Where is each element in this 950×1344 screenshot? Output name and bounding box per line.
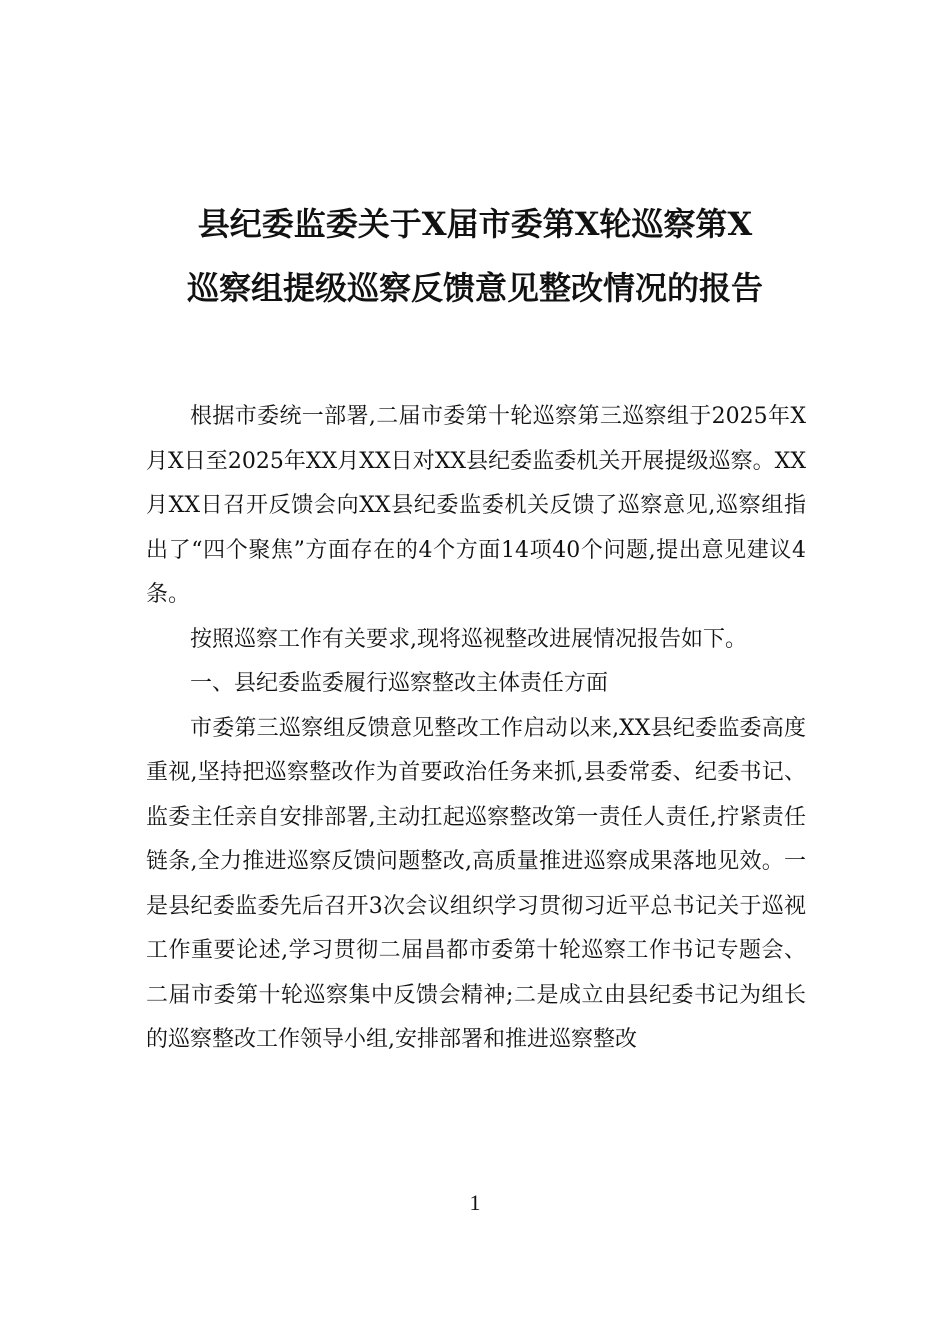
document-title [100, 192, 850, 320]
report-paragraph: 按照巡察工作有关要求,现将巡视整改进展情况报告如下。 [190, 626, 747, 652]
section-paragraph: 市委第三巡察组反馈意见整改工作启动以来,XX县纪委监委高度重视,坚持把巡察整改作为首要政治任务来抓,县委常委、纪委书记、监委主任亲自安排部署,主动扛起巡察整改第一责任人责任,拧紧责任链条,全力推进巡察反馈问题整改,高质量推进巡察成果落地见效。一是县纪委监委先后召开3次会议组织学习贯彻习近平总书记关于巡视工作重要论述,学习贯彻二届昌都市委第十轮巡察工作书记专题会、二届市委第十轮巡察集中反馈会精神;二是成立由县纪委书记为组长的巡察整改工作领导小组,安排部署和推进巡察整改 [146, 715, 806, 1052]
page-number: 1 [469, 1190, 481, 1215]
intro-paragraph: 根据市委统一部署,二届市委第十轮巡察第三巡察组于2025年X月X日至2025年XX月XX日对XX县纪委监委机关开展提级巡察。XX月XX日召开反馈会向XX县纪委监委机关反馈了巡察意见,巡察组指出了“四个聚焦”方面存在的4个方面14项40个问题,提出意见建议4条。 [146, 404, 806, 607]
title-line-2: 巡察组提级巡察反馈意见整改情况的报告 [186, 269, 763, 307]
section-heading: 一、县纪委监委履行巡察整改主体责任方面 [190, 671, 609, 696]
title-line-1: 县纪委监委关于X届市委第X轮巡察第X [197, 205, 753, 243]
document-body [146, 395, 806, 1063]
